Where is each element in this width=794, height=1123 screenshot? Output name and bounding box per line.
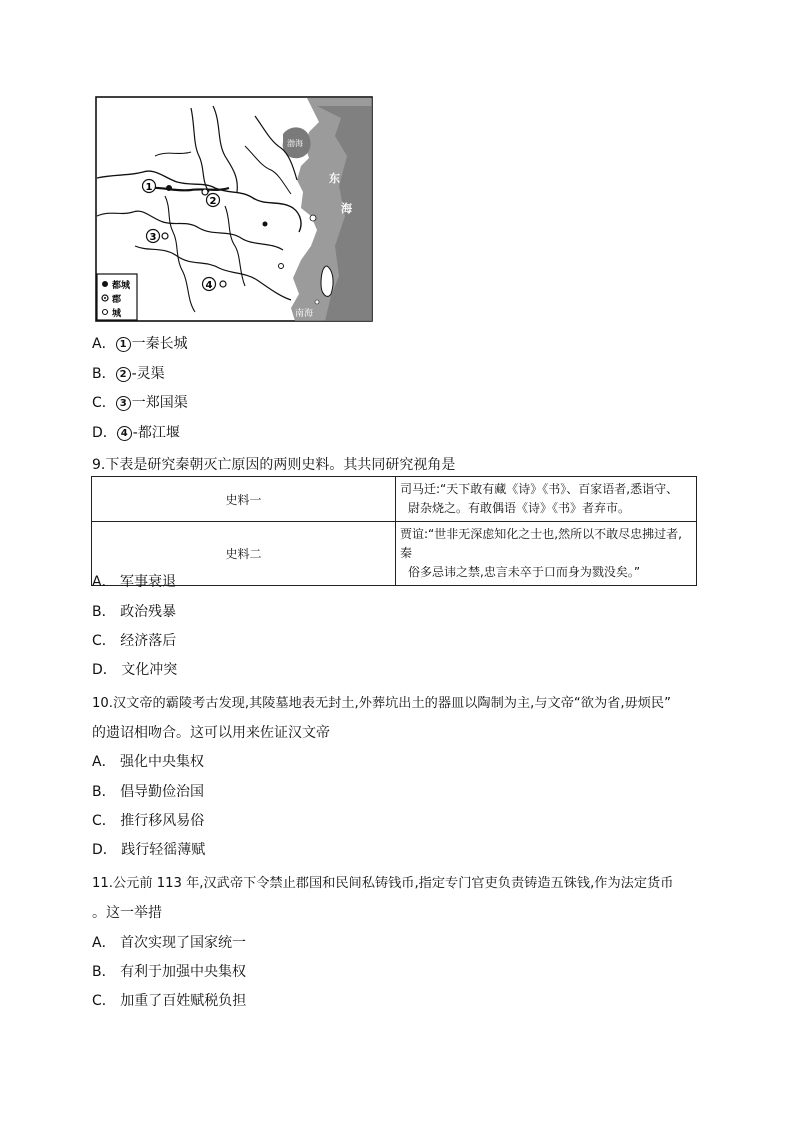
- source-text: [396, 477, 697, 522]
- source-label: 史料二: [92, 522, 396, 586]
- source-text: [396, 522, 697, 586]
- option-letter: B．: [92, 604, 116, 620]
- marker-3-icon: 3: [116, 396, 131, 411]
- q11-option-c[interactable]: [92, 992, 246, 1010]
- option-text: 强化中央集权: [120, 754, 205, 770]
- legend-label-commandery: 郡: [112, 295, 122, 305]
- option-letter: C．: [92, 813, 116, 829]
- option-letter: D．: [92, 425, 117, 441]
- option-letter: B．: [92, 366, 116, 382]
- map-sea-label-2: 海: [341, 202, 352, 215]
- option-text: -都江堰: [132, 425, 180, 441]
- option-text: 文化冲突: [121, 662, 178, 678]
- option-text: 军事衰退: [120, 574, 177, 590]
- map-marker-1: [143, 180, 156, 194]
- svg-text:3: 3: [149, 232, 157, 243]
- option-letter: B．: [92, 964, 116, 980]
- option-letter: C．: [92, 395, 116, 411]
- option-letter: A．: [92, 336, 116, 352]
- option-text: 倡导勤俭治国: [120, 784, 205, 800]
- q9-option-d[interactable]: [92, 661, 177, 679]
- option-letter: A．: [92, 754, 116, 770]
- q11-option-b[interactable]: [92, 963, 246, 981]
- q8-option-d[interactable]: [92, 424, 180, 442]
- table-row: [92, 522, 697, 586]
- q11-stem-line-1: 11.公元前 113 年,汉武帝下令禁止郡国和民间私铸钱币,指定专门官吏负责铸造五铢钱,作为法定货币: [92, 876, 674, 891]
- svg-text:2: 2: [209, 196, 217, 207]
- q11-stem-line-2: 。这一举措: [92, 905, 162, 921]
- marker-1-icon: 1: [116, 337, 131, 352]
- q9-option-a[interactable]: [92, 573, 176, 591]
- source-text-line: 俗多忌讳之禁,忠言未卒于口而身为戮没矣。”: [408, 565, 641, 579]
- q11-option-a[interactable]: [92, 934, 246, 952]
- legend-label-city: 城: [112, 309, 122, 319]
- table-row: [92, 477, 697, 522]
- q10-option-b[interactable]: [92, 783, 204, 801]
- q10-option-a[interactable]: [92, 753, 204, 771]
- map-marker-2: [207, 194, 220, 208]
- q8-option-a[interactable]: [92, 335, 188, 353]
- legend-label-capital: 都城: [112, 281, 131, 291]
- source-text-line: 贾谊:“世非无深虑知化之士也,然所以不敢尽忠拂过者,秦: [400, 527, 682, 560]
- q9-option-b[interactable]: [92, 603, 176, 621]
- q10-stem-line-1: 10.汉文帝的霸陵考古发现,其陵墓地表无封土,外葬坑出土的器皿以陶制为主,与文帝“欲为省,毋烦民”: [92, 696, 671, 711]
- q9-option-c[interactable]: [92, 632, 176, 650]
- q10-stem-line-2: 的遗诏相吻合。这可以用来佐证汉文帝: [92, 725, 330, 741]
- map-bohai-label: 渤海: [287, 139, 303, 148]
- option-text: 经济落后: [120, 633, 177, 649]
- q10-option-c[interactable]: [92, 812, 204, 830]
- option-letter: C．: [92, 993, 116, 1009]
- q8-option-c[interactable]: [92, 394, 188, 412]
- option-text: 加重了百姓赋税负担: [120, 993, 247, 1009]
- map-legend: [97, 274, 137, 320]
- option-text: 有利于加强中央集权: [120, 964, 247, 980]
- option-letter: D．: [92, 842, 117, 858]
- q8-option-b[interactable]: [92, 365, 165, 383]
- option-letter: A．: [92, 935, 116, 951]
- historical-map-figure: [95, 96, 373, 322]
- q9-stem: 9.下表是研究秦朝灭亡原因的两则史料。其共同研究视角是: [92, 457, 456, 473]
- svg-text:1: 1: [145, 182, 153, 193]
- option-text: 一郑国渠: [131, 395, 188, 411]
- source-label: 史料一: [92, 477, 396, 522]
- option-text: 践行轻徭薄赋: [121, 842, 206, 858]
- option-text: 一秦长城: [131, 336, 188, 352]
- q9-source-table: [91, 476, 697, 586]
- source-text-line: 司马迁:“天下敢有藏《诗》《书》、百家语者,悉诣守、: [400, 482, 679, 496]
- map-sea-label-1: 东: [329, 172, 340, 185]
- map-marker-4: [203, 278, 216, 292]
- map-marker-3: [147, 230, 160, 244]
- option-text: -灵渠: [131, 366, 165, 382]
- option-text: 首次实现了国家统一: [120, 935, 247, 951]
- marker-2-icon: 2: [116, 367, 131, 382]
- option-letter: A．: [92, 574, 116, 590]
- option-letter: B．: [92, 784, 116, 800]
- option-text: 政治残暴: [120, 604, 177, 620]
- source-text-line: 尉杂烧之。有敢偶语《诗》《书》者弃市。: [408, 501, 631, 515]
- option-letter: D．: [92, 662, 117, 678]
- marker-4-icon: 4: [117, 426, 132, 441]
- option-letter: C．: [92, 633, 116, 649]
- option-text: 推行移风易俗: [120, 813, 205, 829]
- map-south-sea-label: 南海: [295, 309, 314, 319]
- q10-option-d[interactable]: [92, 841, 205, 859]
- svg-text:4: 4: [205, 280, 213, 291]
